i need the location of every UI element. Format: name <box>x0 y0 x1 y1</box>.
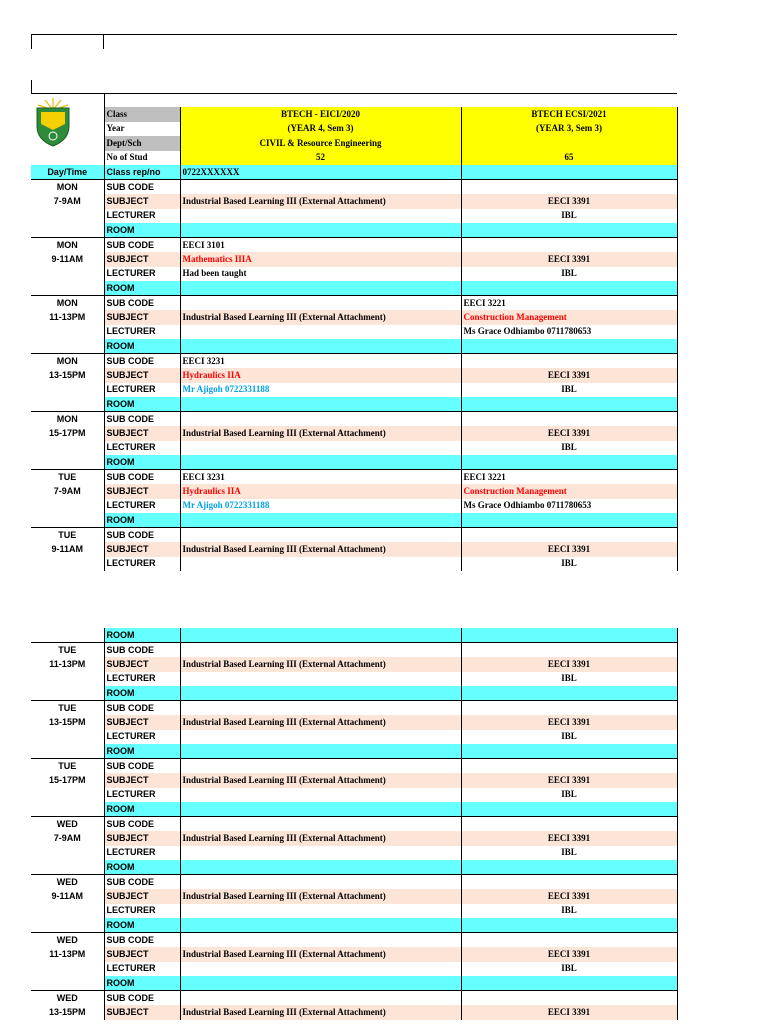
code-cell: EECI 3101 <box>180 238 461 253</box>
col1-class: BTECH - EICI/2020 <box>180 107 461 122</box>
empty-cell <box>461 802 677 817</box>
empty-cell <box>180 412 461 427</box>
lecturer-cell-2: IBL <box>461 846 677 861</box>
slot-time: 13-15PM <box>48 1006 86 1017</box>
empty-cell <box>461 686 677 701</box>
code-cell-2: EECI 3221 <box>461 470 677 485</box>
subject-cell: Industrial Based Learning III (External Attachment) <box>180 947 461 962</box>
empty-cell <box>31 455 104 470</box>
lecturer-cell-2: IBL <box>461 383 677 398</box>
lecturer-cell-2: IBL <box>461 267 677 282</box>
subject-cell: Industrial Based Learning III (External Attachment) <box>180 773 461 788</box>
empty-cell <box>461 875 677 890</box>
empty-cell <box>180 325 461 340</box>
classrep-no: 0722XXXXXX <box>180 165 461 180</box>
empty-cell <box>31 209 104 224</box>
col1-dept: CIVIL & Resource Engineering <box>180 136 461 151</box>
subject-cell: Industrial Based Learning III (External Attachment) <box>180 831 461 846</box>
slot-time: 15-17PM <box>48 427 86 438</box>
empty-cell <box>31 686 104 701</box>
empty-cell <box>461 991 677 1006</box>
empty-cell <box>461 513 677 528</box>
empty-cell <box>180 209 461 224</box>
empty-cell <box>31 788 104 803</box>
row-label: SUBJECT <box>104 947 180 962</box>
empty-cell <box>461 281 677 296</box>
empty-cell <box>180 643 461 658</box>
row-label: ROOM <box>104 223 180 238</box>
slot-time: 13-15PM <box>48 369 86 380</box>
row-label: LECTURER <box>104 441 180 456</box>
sheet-header-border <box>31 93 677 94</box>
classrep-label: Class rep/no <box>104 165 180 180</box>
empty-cell <box>180 296 461 311</box>
subject-cell-2: Construction Management <box>461 310 677 325</box>
row-label: ROOM <box>104 802 180 817</box>
lecturer-cell: Mr Ajigoh 0722331188 <box>180 383 461 398</box>
row-label: SUB CODE <box>104 180 180 195</box>
lecturer-cell-2: IBL <box>461 788 677 803</box>
empty-cell <box>31 672 104 687</box>
slot-day: MON <box>31 412 104 427</box>
empty-cell <box>31 339 104 354</box>
empty-cell <box>461 354 677 369</box>
slot-day: TUE <box>31 470 104 485</box>
lecturer-cell-2: IBL <box>461 441 677 456</box>
empty-cell <box>461 223 677 238</box>
subject-cell: Hydraulics IIA <box>180 368 461 383</box>
slot-day: WED <box>31 875 104 890</box>
empty-cell <box>180 802 461 817</box>
empty-cell <box>180 730 461 745</box>
empty-cell <box>31 904 104 919</box>
lecturer-cell-2: Ms Grace Odhiambo 0711780653 <box>461 325 677 340</box>
sheet-top-left-edge <box>31 35 32 49</box>
empty-cell <box>31 628 104 643</box>
row-label: SUBJECT <box>104 484 180 499</box>
empty-cell <box>180 875 461 890</box>
row-label: LECTURER <box>104 788 180 803</box>
slot-day: MON <box>31 354 104 369</box>
empty-cell <box>180 180 461 195</box>
row-label: ROOM <box>104 339 180 354</box>
empty-cell <box>180 628 461 643</box>
subject-cell-2: EECI 3391 <box>461 194 677 209</box>
empty-cell <box>31 223 104 238</box>
label-year: Year <box>104 122 180 137</box>
slot-day: WED <box>31 933 104 948</box>
empty-cell <box>180 339 461 354</box>
row-label: SUB CODE <box>104 759 180 774</box>
col1-stud: 52 <box>180 151 461 166</box>
logo-cell <box>31 136 104 151</box>
empty-cell <box>461 933 677 948</box>
empty-cell <box>31 281 104 296</box>
empty-cell <box>31 744 104 759</box>
slot-time: 11-13PM <box>49 948 86 959</box>
empty-cell <box>31 325 104 340</box>
empty-cell <box>461 455 677 470</box>
row-label: ROOM <box>104 976 180 991</box>
empty-cell <box>461 918 677 933</box>
logo-cell <box>31 107 104 122</box>
row-label: SUBJECT <box>104 773 180 788</box>
row-label: SUB CODE <box>104 933 180 948</box>
empty-cell <box>461 165 677 180</box>
subject-cell-2: EECI 3391 <box>461 1005 677 1020</box>
empty-cell <box>180 991 461 1006</box>
slot-day: WED <box>31 991 104 1006</box>
subject-cell-2: Construction Management <box>461 484 677 499</box>
label-stud: No of Stud <box>104 151 180 166</box>
empty-cell <box>461 339 677 354</box>
lecturer-cell-2: IBL <box>461 209 677 224</box>
empty-cell <box>180 860 461 875</box>
empty-cell <box>31 397 104 412</box>
lecturer-cell: Had been taught <box>180 267 461 282</box>
empty-cell <box>31 441 104 456</box>
empty-cell <box>461 180 677 195</box>
row-label: LECTURER <box>104 267 180 282</box>
col2-stud: 65 <box>461 151 677 166</box>
lecturer-cell-2: IBL <box>461 962 677 977</box>
col2-class: BTECH ECSI/2021 <box>461 107 677 122</box>
row-label: ROOM <box>104 513 180 528</box>
subject-cell: Industrial Based Learning III (External Attachment) <box>180 310 461 325</box>
empty-cell <box>461 817 677 832</box>
row-label: SUB CODE <box>104 528 180 543</box>
subject-cell-2: EECI 3391 <box>461 657 677 672</box>
row-label: SUB CODE <box>104 354 180 369</box>
lecturer-cell-2: IBL <box>461 672 677 687</box>
slot-day: TUE <box>31 759 104 774</box>
empty-cell <box>180 701 461 716</box>
subject-cell-2: EECI 3391 <box>461 773 677 788</box>
empty-cell <box>180 528 461 543</box>
row-label: SUB CODE <box>104 817 180 832</box>
empty-cell <box>461 397 677 412</box>
row-label: LECTURER <box>104 846 180 861</box>
empty-cell <box>180 788 461 803</box>
empty-cell <box>31 976 104 991</box>
empty-cell <box>180 397 461 412</box>
col2-dept <box>461 136 677 151</box>
subject-cell: Industrial Based Learning III (External Attachment) <box>180 194 461 209</box>
row-label: SUB CODE <box>104 296 180 311</box>
empty-cell <box>461 744 677 759</box>
row-label: SUBJECT <box>104 715 180 730</box>
label-dept: Dept/Sch <box>104 136 180 151</box>
row-label: LECTURER <box>104 730 180 745</box>
slot-day: TUE <box>31 528 104 543</box>
logo-cell <box>31 122 104 137</box>
row-label: SUBJECT <box>104 194 180 209</box>
subject-cell-2: EECI 3391 <box>461 542 677 557</box>
empty-cell <box>180 904 461 919</box>
slot-time: 9-11AM <box>51 253 83 264</box>
lecturer-cell: Mr Ajigoh 0722331188 <box>180 499 461 514</box>
empty-cell <box>31 513 104 528</box>
row-label: SUBJECT <box>104 1005 180 1020</box>
subject-cell: Hydraulics IIA <box>180 484 461 499</box>
empty-cell <box>461 976 677 991</box>
empty-cell <box>31 802 104 817</box>
empty-cell <box>461 628 677 643</box>
empty-cell <box>180 441 461 456</box>
empty-cell <box>31 918 104 933</box>
row-label: LECTURER <box>104 383 180 398</box>
slot-day: MON <box>31 180 104 195</box>
subject-cell-2: EECI 3391 <box>461 368 677 383</box>
slot-day: MON <box>31 296 104 311</box>
row-label: SUB CODE <box>104 643 180 658</box>
subject-cell: Industrial Based Learning III (External Attachment) <box>180 426 461 441</box>
logo-cell <box>31 151 104 166</box>
sheet-header-divider <box>104 93 105 107</box>
code-cell: EECI 3231 <box>180 470 461 485</box>
empty-cell <box>31 383 104 398</box>
slot-day: WED <box>31 817 104 832</box>
subject-cell: Industrial Based Learning III (External Attachment) <box>180 1005 461 1020</box>
empty-cell <box>180 759 461 774</box>
lecturer-cell-2: Ms Grace Odhiambo 0711780653 <box>461 499 677 514</box>
slot-time: 11-13PM <box>49 311 86 322</box>
empty-cell <box>180 455 461 470</box>
empty-cell <box>180 918 461 933</box>
subject-cell-2: EECI 3391 <box>461 715 677 730</box>
empty-cell <box>180 744 461 759</box>
subject-cell: Industrial Based Learning III (External Attachment) <box>180 657 461 672</box>
empty-cell <box>31 962 104 977</box>
empty-cell <box>31 499 104 514</box>
empty-cell <box>31 267 104 282</box>
row-label: LECTURER <box>104 557 180 572</box>
empty-cell <box>180 557 461 572</box>
subject-cell-2: EECI 3391 <box>461 252 677 267</box>
row-label: ROOM <box>104 455 180 470</box>
row-label: LECTURER <box>104 672 180 687</box>
empty-cell <box>180 513 461 528</box>
empty-cell <box>180 962 461 977</box>
code-cell-2: EECI 3221 <box>461 296 677 311</box>
row-label: ROOM <box>104 281 180 296</box>
slot-day: TUE <box>31 643 104 658</box>
slot-time: 11-13PM <box>49 658 86 669</box>
empty-cell <box>31 846 104 861</box>
slot-day: TUE <box>31 701 104 716</box>
row-label: SUB CODE <box>104 991 180 1006</box>
empty-cell <box>31 730 104 745</box>
row-label: ROOM <box>104 744 180 759</box>
empty-cell <box>31 557 104 572</box>
slot-time: 7-9AM <box>53 195 81 206</box>
col1-year: (YEAR 4, Sem 3) <box>180 122 461 137</box>
empty-cell <box>461 238 677 253</box>
empty-cell <box>180 686 461 701</box>
row-label: SUBJECT <box>104 542 180 557</box>
subject-cell-2: EECI 3391 <box>461 947 677 962</box>
subject-cell: Industrial Based Learning III (External Attachment) <box>180 715 461 730</box>
row-label: SUBJECT <box>104 426 180 441</box>
subject-cell: Mathematics IIIA <box>180 252 461 267</box>
subject-cell-2: EECI 3391 <box>461 889 677 904</box>
label-class: Class <box>104 107 180 122</box>
sheet-left-edge <box>31 80 32 94</box>
slot-time: 7-9AM <box>53 485 81 496</box>
row-label: LECTURER <box>104 962 180 977</box>
empty-cell <box>180 281 461 296</box>
timetable-page-1 <box>31 107 678 571</box>
slot-time: 7-9AM <box>53 832 81 843</box>
empty-cell <box>461 759 677 774</box>
row-label: SUBJECT <box>104 252 180 267</box>
row-label: SUB CODE <box>104 470 180 485</box>
row-label: ROOM <box>104 628 180 643</box>
empty-cell <box>461 643 677 658</box>
subject-cell-2: EECI 3391 <box>461 426 677 441</box>
sheet-top-col-divider <box>103 35 104 49</box>
empty-cell <box>180 976 461 991</box>
empty-cell <box>461 528 677 543</box>
empty-cell <box>31 860 104 875</box>
row-label: SUBJECT <box>104 889 180 904</box>
slot-time: 9-11AM <box>51 890 83 901</box>
subject-cell: Industrial Based Learning III (External Attachment) <box>180 542 461 557</box>
subject-cell: Industrial Based Learning III (External Attachment) <box>180 889 461 904</box>
row-label: LECTURER <box>104 499 180 514</box>
empty-cell <box>180 817 461 832</box>
code-cell: EECI 3231 <box>180 354 461 369</box>
slot-time: 15-17PM <box>48 774 86 785</box>
timetable-page-2 <box>31 628 678 1020</box>
row-label: LECTURER <box>104 209 180 224</box>
row-label: ROOM <box>104 918 180 933</box>
row-label: ROOM <box>104 397 180 412</box>
row-label: SUBJECT <box>104 368 180 383</box>
row-label: LECTURER <box>104 325 180 340</box>
slot-day: MON <box>31 238 104 253</box>
row-label: SUB CODE <box>104 875 180 890</box>
row-label: SUB CODE <box>104 701 180 716</box>
slot-time: 13-15PM <box>48 716 86 727</box>
row-label: SUBJECT <box>104 657 180 672</box>
lecturer-cell-2: IBL <box>461 730 677 745</box>
empty-cell <box>461 412 677 427</box>
row-label: ROOM <box>104 686 180 701</box>
empty-cell <box>180 672 461 687</box>
row-label: SUB CODE <box>104 412 180 427</box>
col2-year: (YEAR 3, Sem 3) <box>461 122 677 137</box>
row-label: LECTURER <box>104 904 180 919</box>
empty-cell <box>180 933 461 948</box>
empty-cell <box>461 860 677 875</box>
row-label: ROOM <box>104 860 180 875</box>
empty-cell <box>461 701 677 716</box>
row-label: SUBJECT <box>104 831 180 846</box>
row-label: SUBJECT <box>104 310 180 325</box>
sheet-top-border <box>31 34 677 49</box>
slot-time: 9-11AM <box>51 543 83 554</box>
lecturer-cell-2: IBL <box>461 557 677 572</box>
empty-cell <box>180 223 461 238</box>
daytime-label: Day/Time <box>31 165 104 180</box>
empty-cell <box>180 846 461 861</box>
row-label: SUB CODE <box>104 238 180 253</box>
lecturer-cell-2: IBL <box>461 904 677 919</box>
subject-cell-2: EECI 3391 <box>461 831 677 846</box>
